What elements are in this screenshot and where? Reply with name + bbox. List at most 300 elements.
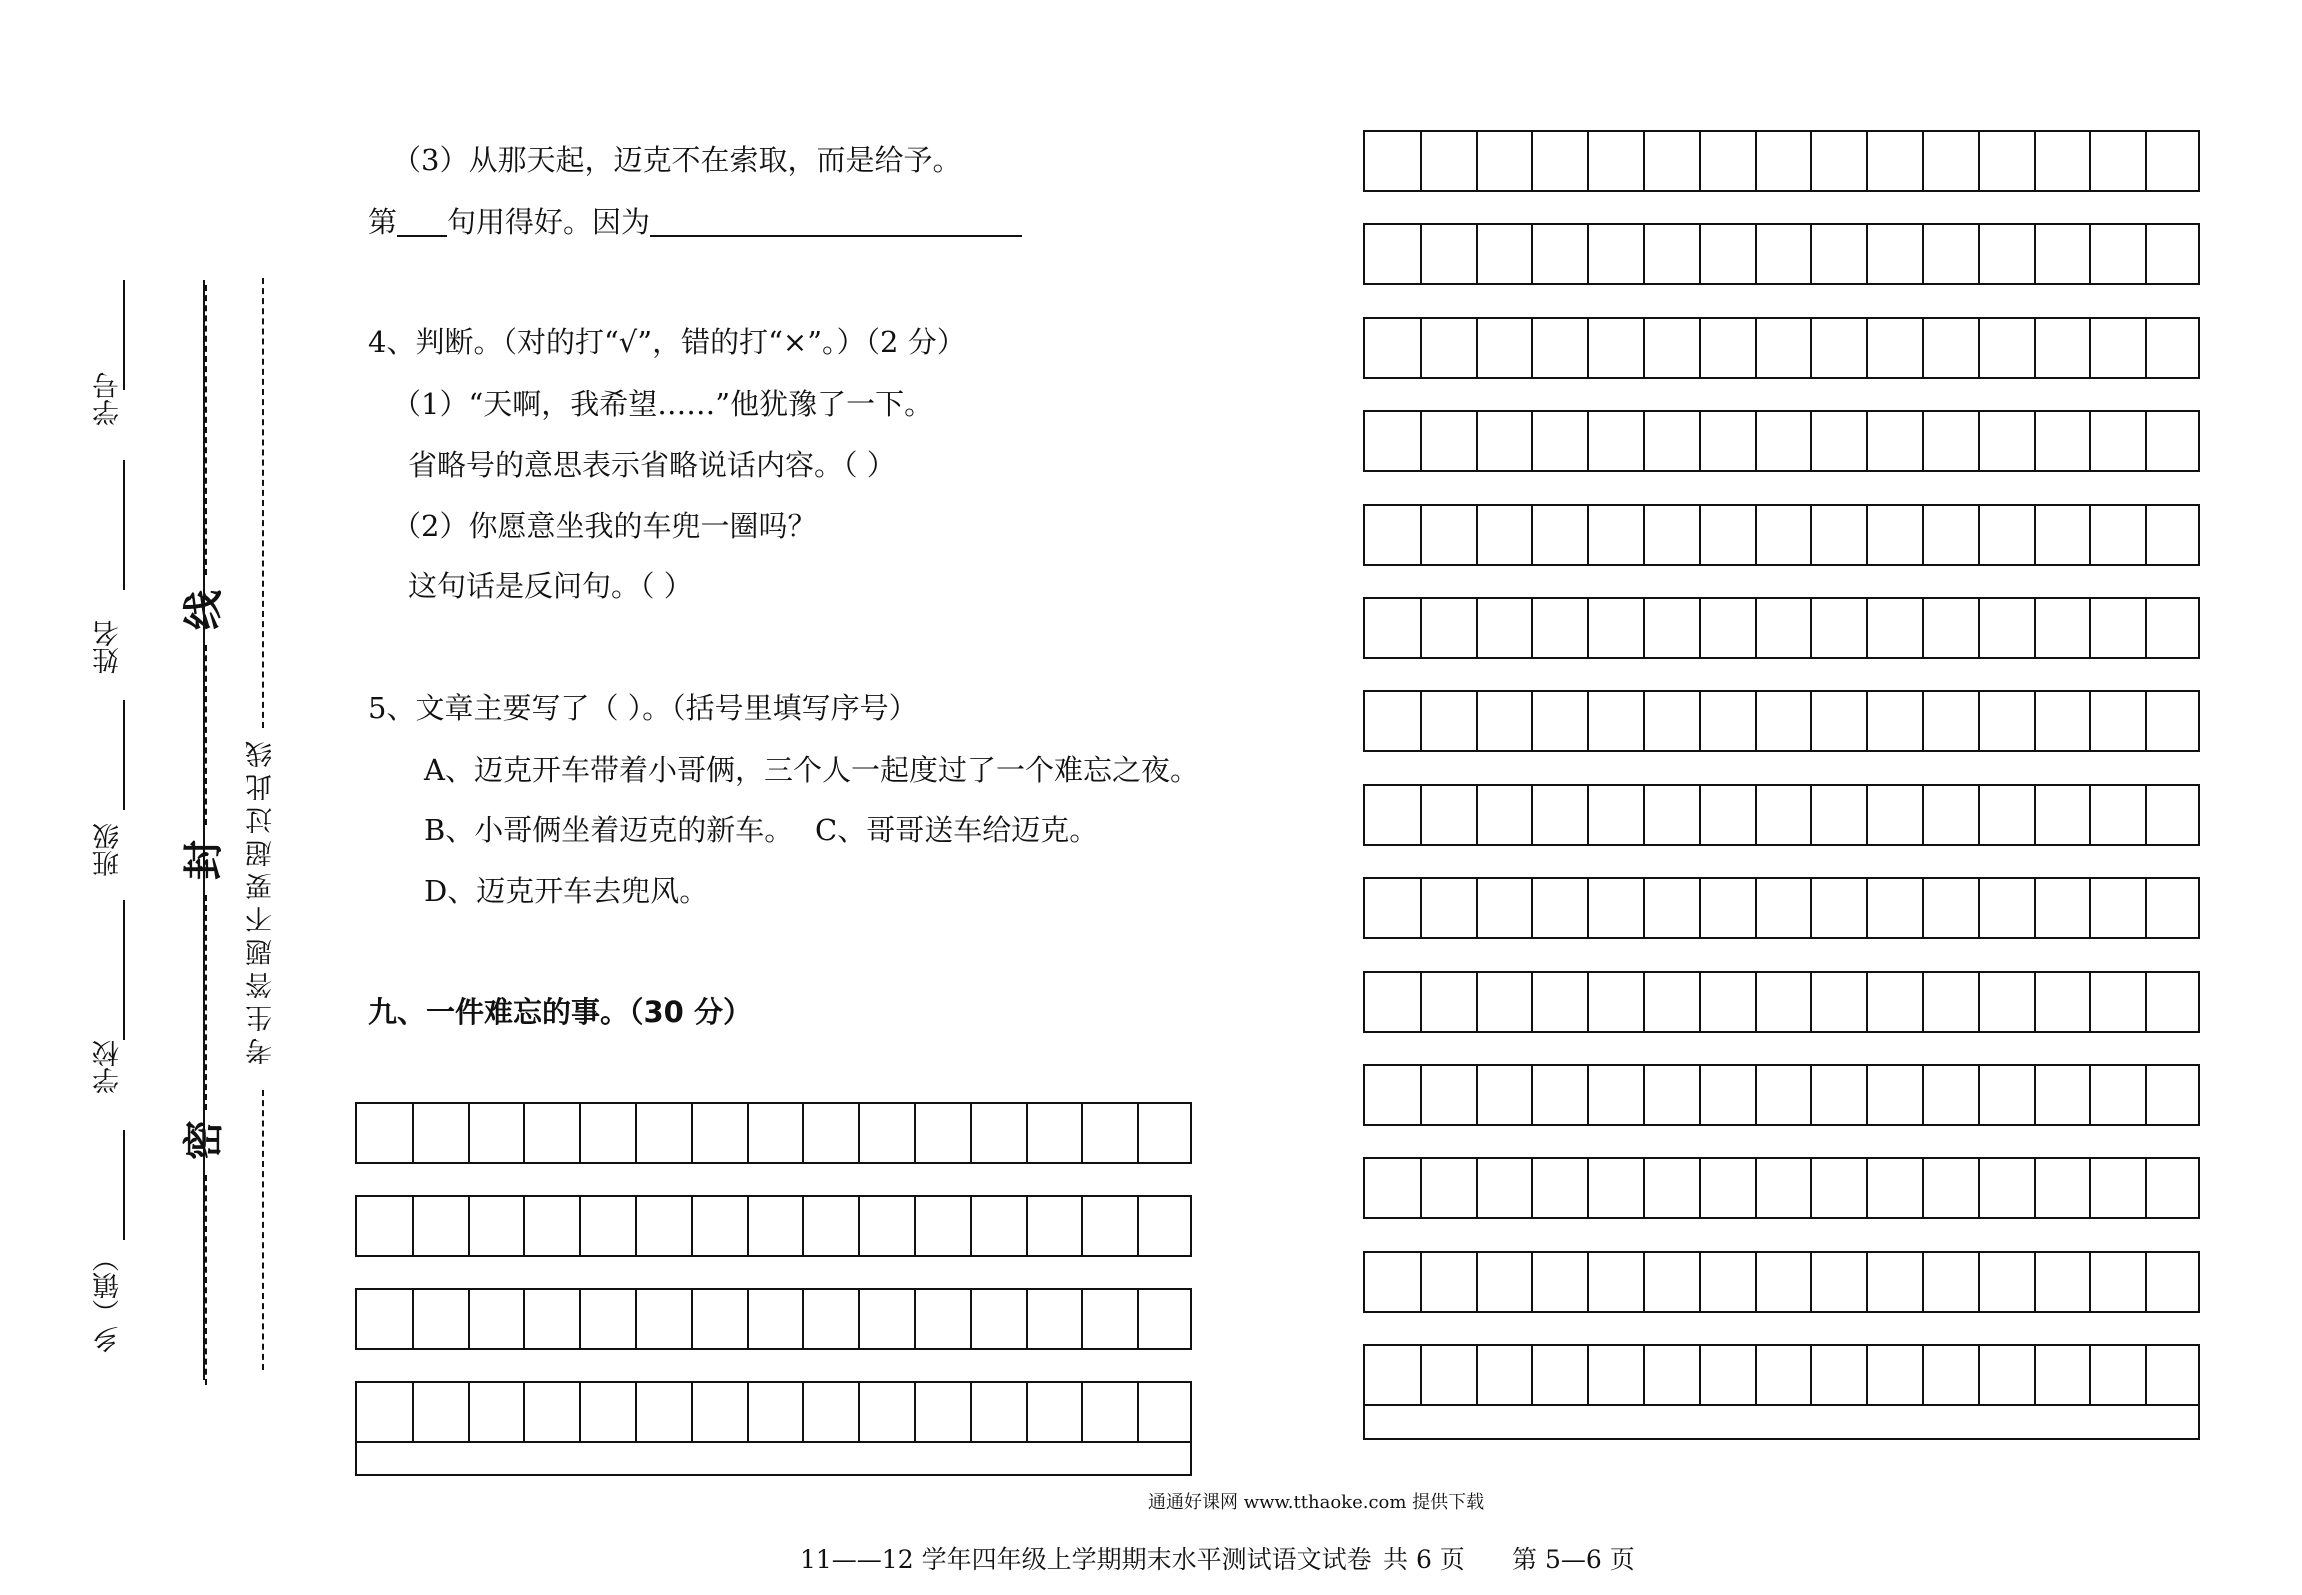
q3-blank-reason[interactable] bbox=[650, 209, 1022, 237]
grid-cell-divider bbox=[1420, 973, 1422, 1031]
grid-bottom-band bbox=[1363, 1406, 2200, 1439]
grid-cell-divider bbox=[1026, 1383, 1028, 1441]
grid-cell-divider bbox=[2089, 879, 2091, 937]
grid-cell-divider bbox=[1643, 412, 1645, 470]
grid-cell-divider bbox=[858, 1383, 860, 1441]
q3-blank-number[interactable] bbox=[397, 209, 447, 237]
footer-page-range: 第 5—6 页 bbox=[1512, 1545, 1635, 1574]
grid-row[interactable] bbox=[1363, 1157, 2200, 1219]
grid-row[interactable] bbox=[1363, 784, 2200, 846]
grid-cell-divider bbox=[635, 1104, 637, 1162]
grid-cell-divider bbox=[1755, 412, 1757, 470]
grid-cell-divider bbox=[1420, 225, 1422, 283]
grid-row[interactable] bbox=[1363, 1251, 2200, 1313]
grid-cell-divider bbox=[2089, 1159, 2091, 1217]
grid-cell-divider bbox=[970, 1290, 972, 1348]
grid-cell-divider bbox=[2034, 1066, 2036, 1124]
composition-grid-left[interactable] bbox=[355, 1102, 1192, 1476]
grid-cell-divider bbox=[858, 1290, 860, 1348]
grid-row[interactable] bbox=[355, 1288, 1192, 1350]
grid-cell-divider bbox=[412, 1104, 414, 1162]
grid-cell-divider bbox=[2089, 973, 2091, 1031]
grid-cell-divider bbox=[1476, 319, 1478, 377]
grid-cell-divider bbox=[1420, 786, 1422, 844]
grid-cell-divider bbox=[1531, 506, 1533, 564]
grid-cell-divider bbox=[1922, 973, 1924, 1031]
grid-cell-divider bbox=[1699, 319, 1701, 377]
grid-cell-divider bbox=[1643, 879, 1645, 937]
grid-cell-divider bbox=[1531, 879, 1533, 937]
grid-cell-divider bbox=[1810, 132, 1812, 190]
grid-cell-divider bbox=[1476, 973, 1478, 1031]
grid-cell-divider bbox=[1922, 692, 1924, 750]
grid-cell-divider bbox=[1587, 1066, 1589, 1124]
grid-cell-divider bbox=[1587, 599, 1589, 657]
grid-cell-divider bbox=[1420, 132, 1422, 190]
grid-cell-divider bbox=[1810, 319, 1812, 377]
grid-row[interactable] bbox=[1363, 130, 2200, 192]
grid-cell-divider bbox=[1026, 1290, 1028, 1348]
grid-cell-divider bbox=[2034, 879, 2036, 937]
grid-cell-divider bbox=[1643, 786, 1645, 844]
q5-title: 5、文章主要写了（ ）。（括号里填写序号） bbox=[368, 691, 918, 725]
grid-row[interactable] bbox=[1363, 1344, 2200, 1406]
grid-cell-divider bbox=[1531, 786, 1533, 844]
grid-cell-divider bbox=[2089, 1253, 2091, 1311]
grid-cell-divider bbox=[802, 1197, 804, 1255]
grid-cell-divider bbox=[1978, 786, 1980, 844]
grid-cell-divider bbox=[858, 1197, 860, 1255]
grid-row[interactable] bbox=[1363, 597, 2200, 659]
grid-cell-divider bbox=[2089, 1346, 2091, 1404]
grid-cell-divider bbox=[1922, 879, 1924, 937]
grid-cell-divider bbox=[2145, 319, 2147, 377]
grid-cell-divider bbox=[1137, 1104, 1139, 1162]
grid-cell-divider bbox=[1866, 412, 1868, 470]
grid-cell-divider bbox=[1699, 786, 1701, 844]
name-underline bbox=[123, 460, 125, 590]
grid-row[interactable] bbox=[355, 1381, 1192, 1443]
grid-cell-divider bbox=[691, 1197, 693, 1255]
grid-cell-divider bbox=[1922, 599, 1924, 657]
grid-cell-divider bbox=[1587, 412, 1589, 470]
grid-cell-divider bbox=[1866, 225, 1868, 283]
grid-cell-divider bbox=[1810, 692, 1812, 750]
grid-cell-divider bbox=[635, 1383, 637, 1441]
q5-option-c: C、哥哥送车给迈克。 bbox=[815, 813, 1099, 847]
grid-cell-divider bbox=[1810, 412, 1812, 470]
grid-cell-divider bbox=[2145, 1346, 2147, 1404]
grid-row[interactable] bbox=[1363, 410, 2200, 472]
grid-cell-divider bbox=[1810, 879, 1812, 937]
grid-cell-divider bbox=[1866, 786, 1868, 844]
grid-cell-divider bbox=[1643, 319, 1645, 377]
grid-cell-divider bbox=[523, 1104, 525, 1162]
grid-cell-divider bbox=[2145, 225, 2147, 283]
grid-cell-divider bbox=[2034, 786, 2036, 844]
grid-cell-divider bbox=[1755, 319, 1757, 377]
grid-cell-divider bbox=[2089, 319, 2091, 377]
grid-cell-divider bbox=[1810, 1346, 1812, 1404]
grid-cell-divider bbox=[468, 1383, 470, 1441]
grid-cell-divider bbox=[2034, 132, 2036, 190]
grid-cell-divider bbox=[1922, 506, 1924, 564]
grid-cell-divider bbox=[2089, 786, 2091, 844]
grid-cell-divider bbox=[2034, 599, 2036, 657]
grid-cell-divider bbox=[1978, 225, 1980, 283]
grid-cell-divider bbox=[1810, 1159, 1812, 1217]
grid-cell-divider bbox=[2145, 1159, 2147, 1217]
grid-cell-divider bbox=[1810, 599, 1812, 657]
grid-row[interactable] bbox=[1363, 877, 2200, 939]
grid-cell-divider bbox=[1755, 1346, 1757, 1404]
grid-cell-divider bbox=[914, 1104, 916, 1162]
grid-cell-divider bbox=[1587, 879, 1589, 937]
grid-cell-divider bbox=[1420, 412, 1422, 470]
grid-cell-divider bbox=[1978, 879, 1980, 937]
grid-cell-divider bbox=[2034, 1253, 2036, 1311]
q3-sentence: （3）从那天起，迈克不在索取，而是给予。 bbox=[392, 143, 962, 177]
town-underline bbox=[123, 1130, 125, 1240]
grid-cell-divider bbox=[1587, 506, 1589, 564]
grid-cell-divider bbox=[1978, 319, 1980, 377]
grid-row[interactable] bbox=[1363, 504, 2200, 566]
grid-cell-divider bbox=[691, 1104, 693, 1162]
grid-cell-divider bbox=[1531, 132, 1533, 190]
grid-cell-divider bbox=[1476, 599, 1478, 657]
grid-cell-divider bbox=[2034, 973, 2036, 1031]
class-underline bbox=[123, 700, 125, 810]
q3-fill-mid: 句用得好。因为 bbox=[447, 205, 651, 239]
grid-cell-divider bbox=[1137, 1383, 1139, 1441]
grid-cell-divider bbox=[1922, 319, 1924, 377]
grid-row[interactable] bbox=[1363, 223, 2200, 285]
grid-cell-divider bbox=[1476, 1159, 1478, 1217]
grid-bottom-band bbox=[355, 1443, 1192, 1476]
grid-cell-divider bbox=[1922, 225, 1924, 283]
grid-cell-divider bbox=[635, 1197, 637, 1255]
grid-cell-divider bbox=[1420, 506, 1422, 564]
grid-cell-divider bbox=[1137, 1197, 1139, 1255]
grid-cell-divider bbox=[1810, 1066, 1812, 1124]
seal-dashed-line-bottom bbox=[205, 1175, 207, 1385]
grid-cell-divider bbox=[1810, 225, 1812, 283]
grid-cell-divider bbox=[1420, 1066, 1422, 1124]
grid-cell-divider bbox=[914, 1197, 916, 1255]
grid-cell-divider bbox=[579, 1104, 581, 1162]
grid-row[interactable] bbox=[355, 1195, 1192, 1257]
grid-cell-divider bbox=[1587, 973, 1589, 1031]
grid-cell-divider bbox=[2145, 1066, 2147, 1124]
grid-cell-divider bbox=[1755, 692, 1757, 750]
grid-cell-divider bbox=[1643, 1346, 1645, 1404]
grid-cell-divider bbox=[1978, 412, 1980, 470]
label-student-id: 学号 bbox=[93, 372, 124, 426]
grid-cell-divider bbox=[412, 1197, 414, 1255]
grid-cell-divider bbox=[2145, 1253, 2147, 1311]
label-class: 班级 bbox=[93, 823, 124, 877]
grid-cell-divider bbox=[1866, 692, 1868, 750]
label-school: 学校 bbox=[93, 1040, 124, 1094]
grid-cell-divider bbox=[1531, 225, 1533, 283]
grid-cell-divider bbox=[1755, 1253, 1757, 1311]
grid-cell-divider bbox=[691, 1290, 693, 1348]
grid-cell-divider bbox=[635, 1290, 637, 1348]
seal-char-xian: 线 bbox=[181, 590, 227, 630]
grid-cell-divider bbox=[1699, 879, 1701, 937]
grid-cell-divider bbox=[2145, 132, 2147, 190]
grid-cell-divider bbox=[970, 1104, 972, 1162]
grid-cell-divider bbox=[1587, 319, 1589, 377]
label-town: 乡（镇） bbox=[93, 1245, 124, 1353]
grid-cell-divider bbox=[1587, 1346, 1589, 1404]
q5-option-d: D、迈克开车去兜风。 bbox=[424, 874, 709, 908]
grid-cell-divider bbox=[1922, 1066, 1924, 1124]
grid-cell-divider bbox=[1755, 132, 1757, 190]
grid-cell-divider bbox=[1476, 786, 1478, 844]
grid-cell-divider bbox=[1476, 879, 1478, 937]
grid-cell-divider bbox=[1978, 599, 1980, 657]
grid-cell-divider bbox=[2034, 412, 2036, 470]
grid-cell-divider bbox=[2145, 692, 2147, 750]
grid-cell-divider bbox=[1978, 1346, 1980, 1404]
grid-cell-divider bbox=[1922, 786, 1924, 844]
grid-cell-divider bbox=[412, 1290, 414, 1348]
grid-cell-divider bbox=[2034, 692, 2036, 750]
grid-cell-divider bbox=[1699, 506, 1701, 564]
seal-char-feng: 封 bbox=[181, 840, 227, 880]
footer-source: 通通好课网 www.tthaoke.com 提供下载 bbox=[1148, 1492, 1485, 1513]
grid-cell-divider bbox=[1643, 599, 1645, 657]
grid-cell-divider bbox=[1026, 1104, 1028, 1162]
school-underline bbox=[123, 900, 125, 1040]
grid-cell-divider bbox=[1866, 319, 1868, 377]
grid-cell-divider bbox=[2089, 132, 2091, 190]
grid-cell-divider bbox=[1531, 319, 1533, 377]
grid-cell-divider bbox=[2089, 506, 2091, 564]
grid-cell-divider bbox=[914, 1290, 916, 1348]
footer-title: 11——12 学年四年级上学期期末水平测试语文试卷 bbox=[800, 1545, 1372, 1574]
grid-cell-divider bbox=[1531, 1159, 1533, 1217]
grid-cell-divider bbox=[1026, 1197, 1028, 1255]
q4-item-1-judge: 省略号的意思表示省略说话内容。（ ） bbox=[408, 448, 896, 482]
grid-cell-divider bbox=[1643, 506, 1645, 564]
grid-cell-divider bbox=[1643, 1253, 1645, 1311]
grid-cell-divider bbox=[970, 1197, 972, 1255]
grid-cell-divider bbox=[1476, 692, 1478, 750]
grid-cell-divider bbox=[1699, 1253, 1701, 1311]
grid-cell-divider bbox=[1978, 692, 1980, 750]
grid-cell-divider bbox=[1699, 1159, 1701, 1217]
grid-cell-divider bbox=[1699, 692, 1701, 750]
grid-cell-divider bbox=[1866, 1066, 1868, 1124]
grid-cell-divider bbox=[1643, 1066, 1645, 1124]
grid-cell-divider bbox=[914, 1383, 916, 1441]
grid-cell-divider bbox=[2089, 692, 2091, 750]
grid-cell-divider bbox=[1587, 1253, 1589, 1311]
grid-cell-divider bbox=[2089, 412, 2091, 470]
label-name: 姓名 bbox=[93, 620, 124, 674]
grid-cell-divider bbox=[2034, 225, 2036, 283]
grid-cell-divider bbox=[2034, 1159, 2036, 1217]
grid-cell-divider bbox=[523, 1197, 525, 1255]
grid-cell-divider bbox=[1587, 132, 1589, 190]
grid-cell-divider bbox=[1755, 973, 1757, 1031]
grid-cell-divider bbox=[1081, 1290, 1083, 1348]
q5-option-a: A、迈克开车带着小哥俩，三个人一起度过了一个难忘之夜。 bbox=[424, 753, 1199, 787]
grid-cell-divider bbox=[1755, 599, 1757, 657]
section-9-title: 九、一件难忘的事。（30 分） bbox=[368, 995, 752, 1029]
grid-cell-divider bbox=[1755, 1066, 1757, 1124]
grid-cell-divider bbox=[579, 1197, 581, 1255]
grid-row[interactable] bbox=[355, 1102, 1192, 1164]
grid-cell-divider bbox=[2145, 786, 2147, 844]
q4-item-1: （1）“天啊，我希望……”他犹豫了一下。 bbox=[392, 387, 934, 421]
grid-cell-divider bbox=[1531, 412, 1533, 470]
grid-cell-divider bbox=[1587, 1159, 1589, 1217]
grid-cell-divider bbox=[747, 1383, 749, 1441]
grid-cell-divider bbox=[1476, 1346, 1478, 1404]
grid-cell-divider bbox=[2089, 1066, 2091, 1124]
grid-cell-divider bbox=[1755, 1159, 1757, 1217]
grid-cell-divider bbox=[1755, 225, 1757, 283]
grid-cell-divider bbox=[1699, 132, 1701, 190]
grid-cell-divider bbox=[1476, 506, 1478, 564]
grid-cell-divider bbox=[1866, 1346, 1868, 1404]
q5-option-b: B、小哥俩坐着迈克的新车。 bbox=[424, 813, 794, 847]
grid-cell-divider bbox=[1755, 879, 1757, 937]
grid-cell-divider bbox=[1866, 599, 1868, 657]
grid-cell-divider bbox=[412, 1383, 414, 1441]
q4-item-2-judge: 这句话是反问句。（ ） bbox=[408, 569, 693, 603]
grid-row[interactable] bbox=[1363, 971, 2200, 1033]
grid-cell-divider bbox=[468, 1290, 470, 1348]
grid-cell-divider bbox=[1531, 1253, 1533, 1311]
q3-fill-line bbox=[368, 205, 1022, 239]
q4-title: 4、判断。（对的打“√”，错的打“×”。）（2 分） bbox=[368, 325, 966, 359]
grid-cell-divider bbox=[1420, 879, 1422, 937]
grid-cell-divider bbox=[1476, 412, 1478, 470]
grid-cell-divider bbox=[1978, 506, 1980, 564]
grid-cell-divider bbox=[1531, 1346, 1533, 1404]
grid-cell-divider bbox=[1137, 1290, 1139, 1348]
grid-cell-divider bbox=[1922, 412, 1924, 470]
grid-cell-divider bbox=[1476, 1066, 1478, 1124]
grid-cell-divider bbox=[1755, 786, 1757, 844]
grid-row[interactable] bbox=[1363, 690, 2200, 752]
grid-cell-divider bbox=[2089, 599, 2091, 657]
grid-cell-divider bbox=[1699, 973, 1701, 1031]
seal-dashed-line-mid bbox=[205, 645, 207, 825]
grid-cell-divider bbox=[1699, 1066, 1701, 1124]
grid-cell-divider bbox=[1420, 599, 1422, 657]
grid-cell-divider bbox=[1081, 1104, 1083, 1162]
grid-cell-divider bbox=[802, 1104, 804, 1162]
composition-grid-right[interactable] bbox=[1363, 130, 2200, 1438]
grid-cell-divider bbox=[1420, 692, 1422, 750]
grid-cell-divider bbox=[2145, 973, 2147, 1031]
grid-cell-divider bbox=[523, 1383, 525, 1441]
seal-dashed-line-mid2 bbox=[205, 895, 207, 1110]
grid-cell-divider bbox=[802, 1290, 804, 1348]
grid-cell-divider bbox=[1699, 1346, 1701, 1404]
grid-cell-divider bbox=[523, 1290, 525, 1348]
grid-cell-divider bbox=[1866, 1253, 1868, 1311]
grid-cell-divider bbox=[691, 1383, 693, 1441]
grid-cell-divider bbox=[1587, 225, 1589, 283]
grid-cell-divider bbox=[1922, 1159, 1924, 1217]
grid-cell-divider bbox=[1922, 1253, 1924, 1311]
grid-cell-divider bbox=[1978, 1253, 1980, 1311]
grid-cell-divider bbox=[2145, 599, 2147, 657]
binding-note: 考生答题不要超过此线 bbox=[246, 735, 277, 1065]
grid-cell-divider bbox=[1081, 1383, 1083, 1441]
grid-cell-divider bbox=[579, 1383, 581, 1441]
grid-cell-divider bbox=[1476, 1253, 1478, 1311]
grid-cell-divider bbox=[1866, 973, 1868, 1031]
grid-cell-divider bbox=[1978, 132, 1980, 190]
grid-cell-divider bbox=[1587, 692, 1589, 750]
grid-cell-divider bbox=[1810, 973, 1812, 1031]
grid-cell-divider bbox=[1922, 132, 1924, 190]
grid-cell-divider bbox=[1810, 1253, 1812, 1311]
grid-cell-divider bbox=[858, 1104, 860, 1162]
seal-dashed-line-top bbox=[205, 285, 207, 575]
grid-cell-divider bbox=[1699, 225, 1701, 283]
grid-cell-divider bbox=[1922, 1346, 1924, 1404]
grid-cell-divider bbox=[1699, 599, 1701, 657]
grid-cell-divider bbox=[1755, 506, 1757, 564]
grid-cell-divider bbox=[1866, 506, 1868, 564]
grid-cell-divider bbox=[747, 1197, 749, 1255]
grid-cell-divider bbox=[1643, 692, 1645, 750]
q3-fill-prefix: 第 bbox=[368, 205, 398, 239]
grid-cell-divider bbox=[1866, 132, 1868, 190]
grid-cell-divider bbox=[2145, 412, 2147, 470]
grid-cell-divider bbox=[2145, 879, 2147, 937]
grid-cell-divider bbox=[579, 1290, 581, 1348]
q4-item-2: （2）你愿意坐我的车兜一圈吗？ bbox=[392, 509, 817, 543]
grid-cell-divider bbox=[2034, 1346, 2036, 1404]
grid-cell-divider bbox=[802, 1383, 804, 1441]
grid-cell-divider bbox=[1643, 973, 1645, 1031]
grid-cell-divider bbox=[1420, 319, 1422, 377]
footer-total-pages: 共 6 页 bbox=[1383, 1545, 1465, 1574]
grid-cell-divider bbox=[747, 1290, 749, 1348]
grid-cell-divider bbox=[1531, 599, 1533, 657]
grid-cell-divider bbox=[1699, 412, 1701, 470]
grid-cell-divider bbox=[1866, 1159, 1868, 1217]
note-dashed-line-bottom bbox=[262, 1090, 264, 1370]
grid-row[interactable] bbox=[1363, 1064, 2200, 1126]
grid-cell-divider bbox=[1978, 973, 1980, 1031]
grid-cell-divider bbox=[2145, 506, 2147, 564]
grid-cell-divider bbox=[1643, 1159, 1645, 1217]
grid-cell-divider bbox=[468, 1197, 470, 1255]
grid-cell-divider bbox=[2034, 319, 2036, 377]
grid-row[interactable] bbox=[1363, 317, 2200, 379]
grid-cell-divider bbox=[1978, 1159, 1980, 1217]
grid-cell-divider bbox=[747, 1104, 749, 1162]
grid-cell-divider bbox=[1810, 506, 1812, 564]
grid-cell-divider bbox=[2034, 506, 2036, 564]
grid-cell-divider bbox=[1866, 879, 1868, 937]
grid-cell-divider bbox=[1531, 692, 1533, 750]
grid-cell-divider bbox=[1531, 1066, 1533, 1124]
grid-cell-divider bbox=[1978, 1066, 1980, 1124]
grid-cell-divider bbox=[1587, 786, 1589, 844]
grid-cell-divider bbox=[1810, 786, 1812, 844]
